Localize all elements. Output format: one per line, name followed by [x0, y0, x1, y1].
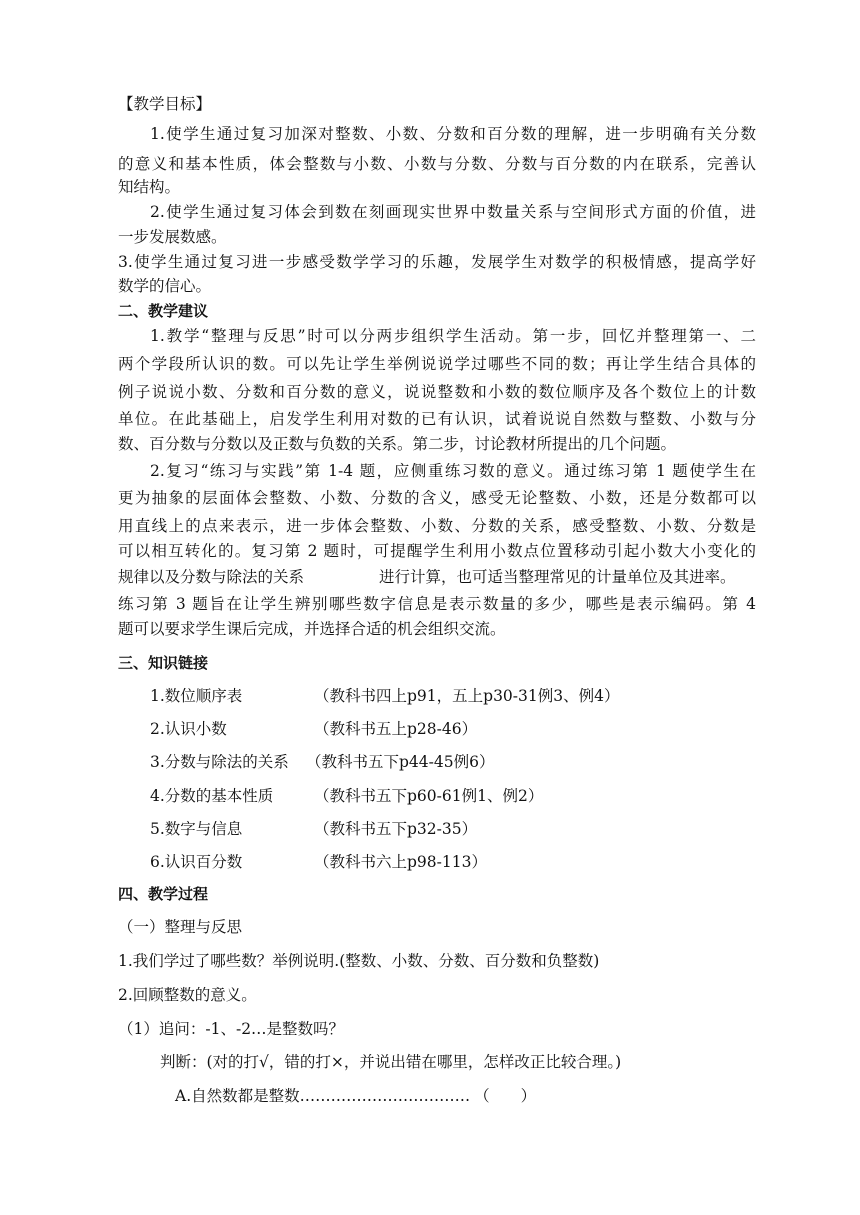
suggestion1-line5: 数、百分数与分数以及正数与负数的关系。第二步，讨论教材所提出的几个问题。	[118, 435, 677, 453]
goal2-line1: 2.使学生通过复习体会到数在刻画现实世界中数量关系与空间形式方面的价值，进	[150, 203, 756, 221]
judge-item-a-leader: ……………………………	[299, 1087, 471, 1105]
suggestion2-line5b: 进行计算，也可适当整理常见的计量单位及其进率。	[379, 568, 736, 586]
goal1-line2: 的意义和基本性质，体会整数与小数、小数与分数、分数与百分数的内在联系，完善认	[118, 155, 756, 173]
goal2-line2: 一步发展数感。	[118, 228, 227, 246]
process-question-2: 2.回顾整数的意义。	[118, 986, 257, 1004]
link-item-ref: （教科书六上p98-113）	[314, 853, 487, 871]
judge-item-a-blank: （ ）	[474, 1087, 537, 1105]
suggestion2-line2: 更为抽象的层面体会整数、小数、分数的含义，感受无论整数、小数，还是分数都可以	[118, 489, 756, 507]
link-item-ref: （教科书五下p32-35）	[314, 820, 478, 838]
goal3-line1: 3.使学生通过复习进一步感受数学学习的乐趣，发展学生对数学的积极情感，提高学好	[118, 253, 756, 271]
suggestion1-line3: 例子说说小数、分数和百分数的意义，说说整数和小数的数位顺序及各个数位上的计数	[118, 383, 756, 401]
judge-instruction: 判断：(对的打√，错的打×，并说出错在哪里，怎样改正比较合理。)	[160, 1053, 622, 1071]
link-item-title: 3.分数与除法的关系	[150, 753, 289, 771]
process-question-2-1: （1）追问：-1、-2…是整数吗？	[118, 1020, 345, 1038]
suggestion1-line2: 两个学段所认识的数。可以先让学生举例说说学过哪些不同的数；再让学生结合具体的	[118, 355, 756, 373]
link-item-title: 2.认识小数	[150, 720, 227, 738]
suggestion1-line1: 1.教学“整理与反思”时可以分两步组织学生活动。第一步，回忆并整理第一、二	[150, 327, 756, 345]
link-item-title: 5.数字与信息	[150, 820, 243, 838]
suggestion1-line4: 单位。在此基础上，启发学生利用对数的已有认识，试着说说自然数与整数、小数与分	[118, 410, 756, 428]
suggestion2-line3: 用直线上的点来表示，进一步体会整数、小数、分数的关系，感受整数、小数、分数是	[118, 517, 756, 535]
goal1-line3: 知结构。	[118, 178, 181, 196]
process-subheading: （一）整理与反思	[118, 918, 243, 936]
goals-heading: 【教学目标】	[118, 95, 212, 113]
link-item-ref: （教科书五上p28-46）	[314, 720, 478, 738]
process-heading: 四、教学过程	[118, 885, 209, 903]
suggestion2-line1: 2.复习“练习与实践”第 1-4 题，应侧重练习数的意义。通过练习第 1 题使学生在	[150, 462, 756, 480]
suggestion2-line7: 题可以要求学生课后完成，并选择合适的机会组织交流。	[118, 620, 506, 638]
link-item-ref: （教科书四上p91，五上p30-31例3、例4）	[314, 687, 620, 705]
judge-item-a	[175, 1086, 536, 1106]
link-item-ref: （教科书五下p60-61例1、例2）	[314, 787, 544, 805]
suggestion2-line4: 可以相互转化的。复习第 2 题时，可提醒学生利用小数点位置移动引起小数大小变化的	[118, 542, 756, 560]
judge-item-a-text: A.自然数都是整数	[175, 1087, 300, 1105]
suggestion2-line6: 练习第 3 题旨在让学生辨别哪些数字信息是表示数量的多少，哪些是表示编码。第 4	[118, 595, 756, 613]
goal3-line2: 数学的信心。	[118, 277, 212, 295]
suggestion2-line5a: 规律以及分数与除法的关系	[118, 568, 305, 586]
suggestions-heading: 二、教学建议	[118, 302, 209, 320]
goal1-line1: 1.使学生通过复习加深对整数、小数、分数和百分数的理解，进一步明确有关分数	[150, 125, 756, 143]
link-item-ref: （教科书五下p44-45例6）	[306, 753, 495, 771]
process-question-1: 1.我们学过了哪些数？举例说明.(整数、小数、分数、百分数和负整数)	[118, 952, 600, 970]
link-item-title: 4.分数的基本性质	[150, 787, 274, 805]
link-item-title: 6.认识百分数	[150, 853, 243, 871]
link-item-title: 1.数位顺序表	[150, 687, 243, 705]
links-heading: 三、知识链接	[118, 654, 209, 672]
